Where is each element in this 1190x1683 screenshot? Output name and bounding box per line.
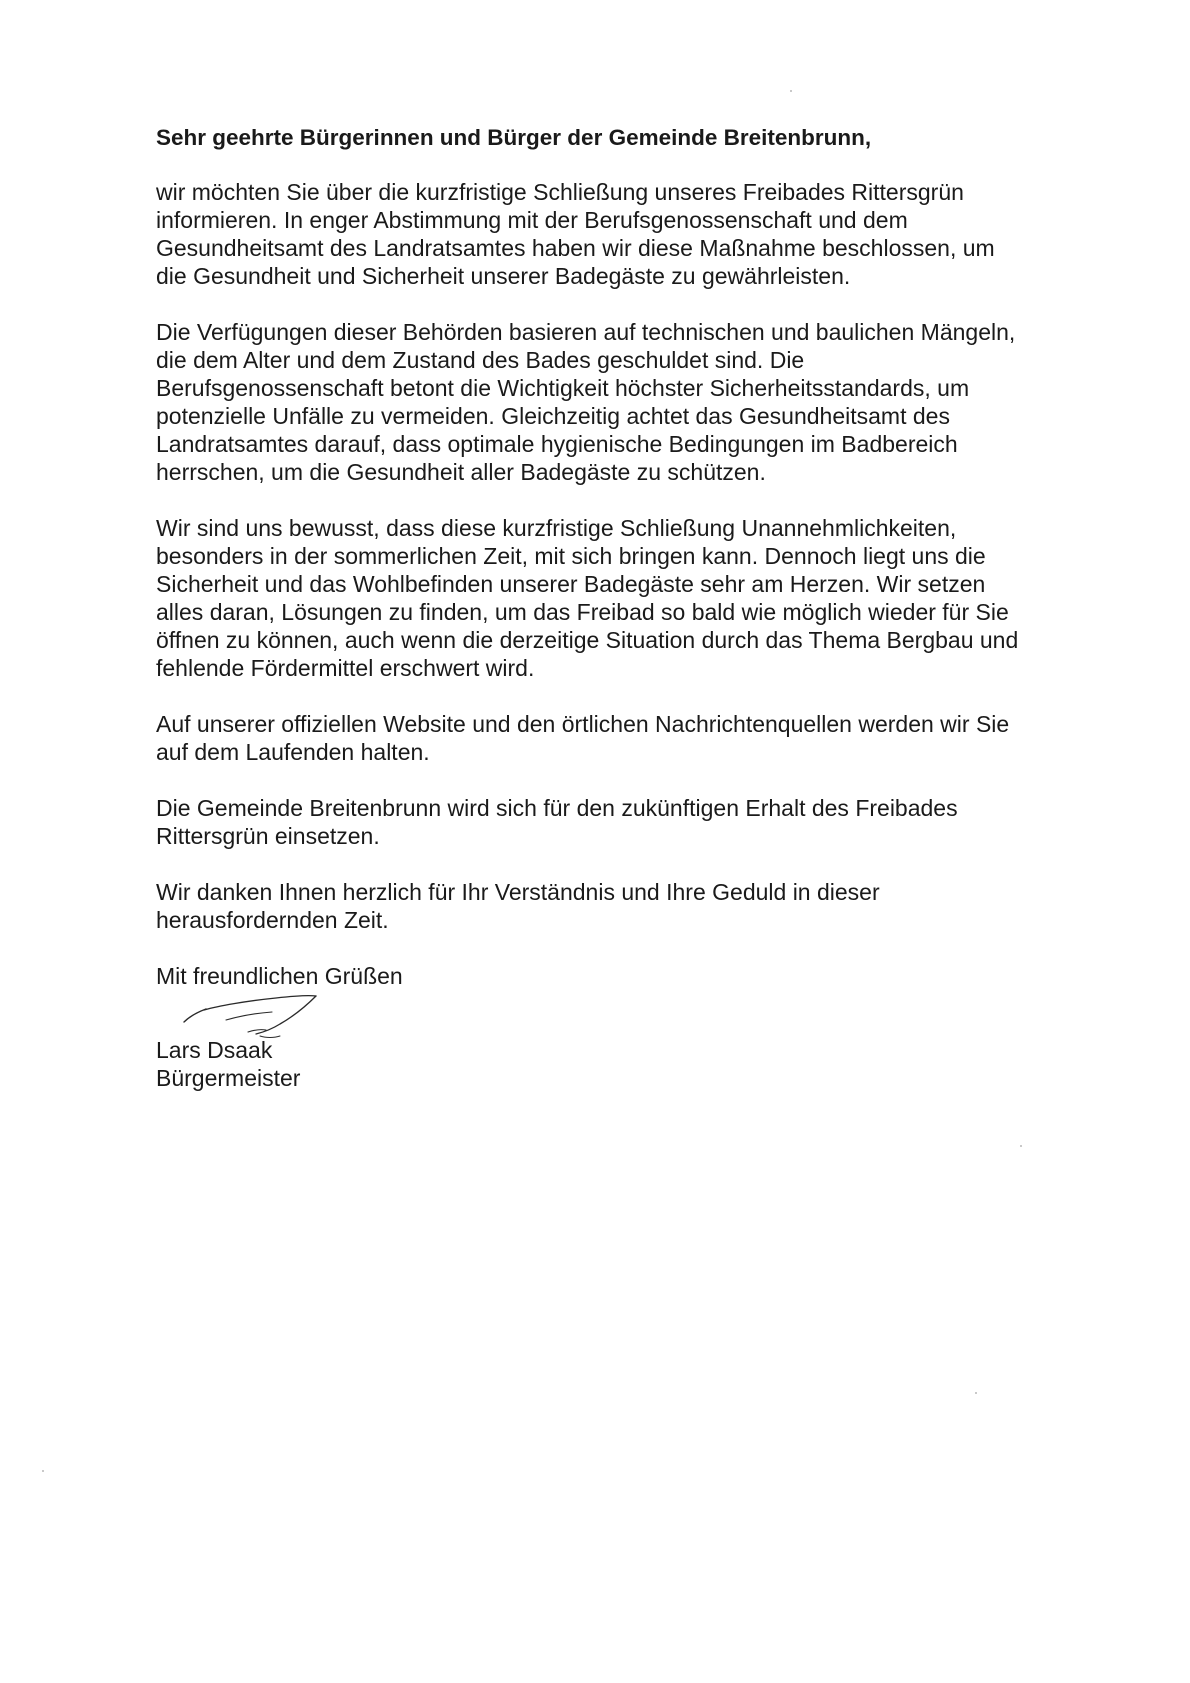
scan-speck	[975, 1392, 977, 1394]
text-line: Wir danken Ihnen herzlich für Ihr Verständnis und Ihre Geduld in dieser	[156, 879, 880, 905]
paragraph-reasons	[156, 318, 1076, 486]
text-line: Rittersgrün einsetzen.	[156, 823, 380, 849]
text-line: Die Verfügungen dieser Behörden basieren auf technischen und baulichen Mängeln,	[156, 319, 1016, 345]
text-line: besonders in der sommerlichen Zeit, mit sich bringen kann. Dennoch liegt uns die	[156, 543, 986, 569]
text-line: informieren. In enger Abstimmung mit der Berufsgenossenschaft und dem	[156, 207, 908, 233]
text-line: die Gesundheit und Sicherheit unserer Badegäste zu gewährleisten.	[156, 263, 851, 289]
text-line: Gesundheitsamt des Landratsamtes haben wir diese Maßnahme beschlossen, um	[156, 235, 995, 261]
signer-title: Bürgermeister	[156, 1065, 301, 1091]
text-line: fehlende Fördermittel erschwert wird.	[156, 655, 535, 681]
text-line: Die Gemeinde Breitenbrunn wird sich für den zukünftigen Erhalt des Freibades	[156, 795, 958, 821]
letter-body	[156, 124, 1076, 1092]
text-line: öffnen zu können, auch wenn die derzeitige Situation durch das Thema Bergbau und	[156, 627, 1019, 653]
paragraph-closure-notice	[156, 178, 1076, 290]
text-line: potenzielle Unfälle zu vermeiden. Gleichzeitig achtet das Gesundheitsamt des	[156, 403, 950, 429]
text-line: auf dem Laufenden halten.	[156, 739, 430, 765]
text-line: wir möchten Sie über die kurzfristige Schließung unseres Freibades Rittersgrün	[156, 179, 964, 205]
closing-phrase: Mit freundlichen Grüßen	[156, 963, 403, 989]
text-line: alles daran, Lösungen zu finden, um das Freibad so bald wie möglich wieder für Sie	[156, 599, 1009, 625]
text-line: Landratsamtes darauf, dass optimale hygienische Bedingungen im Badbereich	[156, 431, 958, 457]
text-line: Auf unserer offiziellen Website und den örtlichen Nachrichtenquellen werden wir Sie	[156, 711, 1010, 737]
paragraph-inconvenience	[156, 514, 1076, 682]
text-line: herausfordernden Zeit.	[156, 907, 389, 933]
signer-name: Lars Dsaak	[156, 1037, 273, 1063]
text-line: Wir sind uns bewusst, dass diese kurzfristige Schließung Unannehmlichkeiten,	[156, 515, 957, 541]
text-line: Sicherheit und das Wohlbefinden unserer Badegäste sehr am Herzen. Wir setzen	[156, 571, 986, 597]
paragraph-updates	[156, 710, 1076, 766]
salutation: Sehr geehrte Bürgerinnen und Bürger der Gemeinde Breitenbrunn,	[156, 125, 872, 150]
paragraph-commitment	[156, 794, 1076, 850]
signer-block	[156, 1036, 1076, 1092]
paragraph-thanks	[156, 878, 1076, 934]
scan-speck	[42, 1470, 44, 1472]
text-line: Berufsgenossenschaft betont die Wichtigkeit höchster Sicherheitsstandards, um	[156, 375, 970, 401]
text-line: die dem Alter und dem Zustand des Bades geschuldet sind. Die	[156, 347, 805, 373]
scan-speck	[1020, 1145, 1022, 1147]
scan-speck	[790, 90, 792, 92]
text-line: herrschen, um die Gesundheit aller Badegäste zu schützen.	[156, 459, 766, 485]
